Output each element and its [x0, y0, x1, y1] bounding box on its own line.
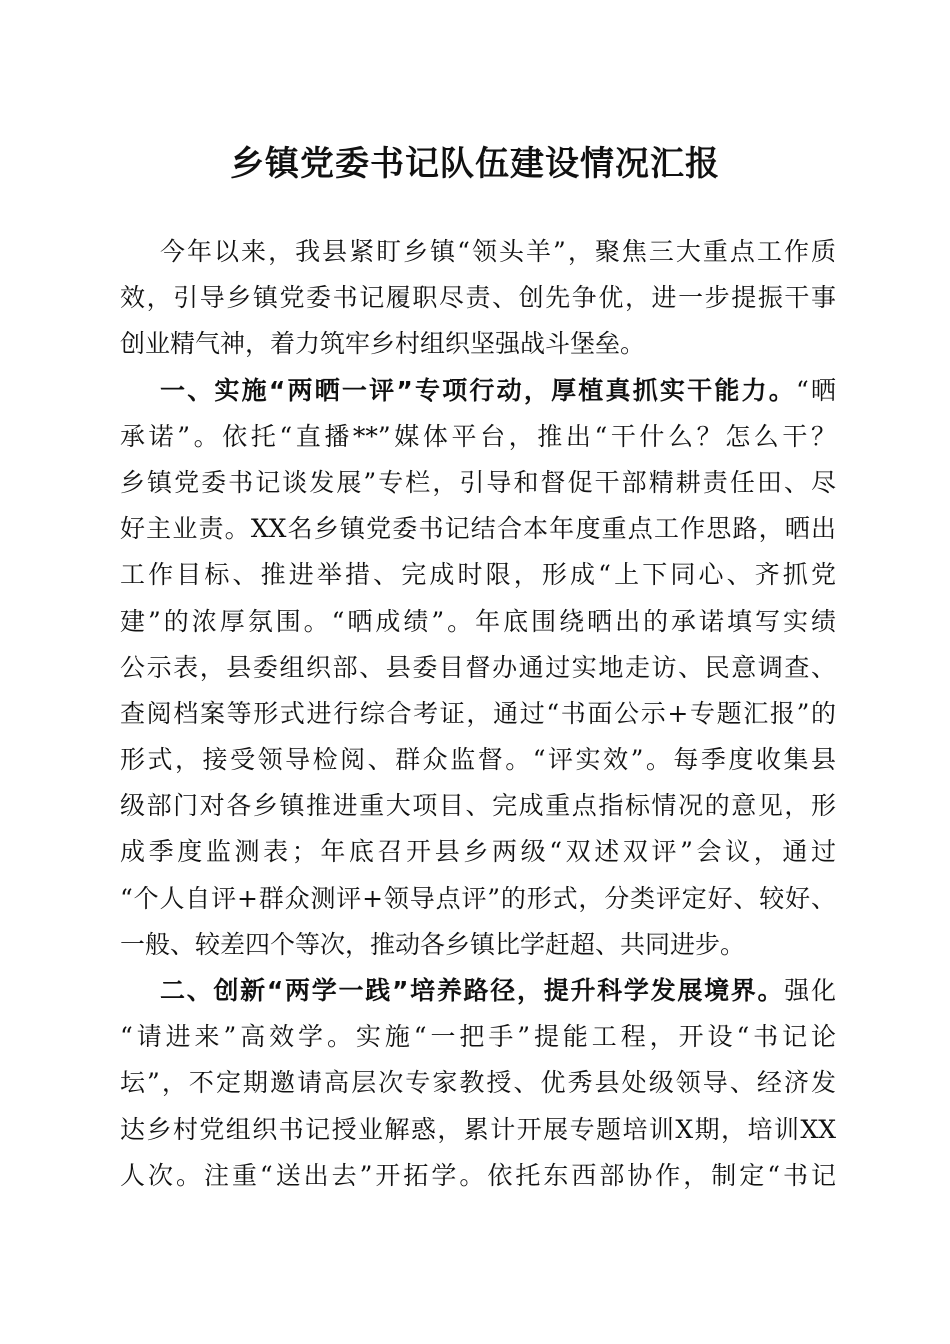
line-text: “请进来”高效学。实施“一把手”提能工程，开设“书记论 — [120, 1022, 836, 1052]
line-text: “个人自评+群众测评+领导点评”的形式，分类评定好、较好、 — [120, 883, 836, 913]
text-line — [120, 275, 836, 321]
text-line — [120, 414, 836, 460]
line-text: 创业精气神，着力筑牢乡村组织坚强战斗堡垒。 — [120, 329, 646, 359]
text-line — [120, 506, 836, 552]
line-text: 好主业责。XX名乡镇党委书记结合本年度重点工作思路，晒出 — [120, 514, 836, 544]
line-text: 一般、较差四个等次，推动各乡镇比学赶超、共同进步。 — [120, 929, 746, 959]
line-text: 承诺”。依托“直播**”媒体平台，推出“干什么？怎么干？ — [120, 421, 836, 451]
line-text: 建”的浓厚氛围。“晒成绩”。年底围绕晒出的承诺填写实绩 — [120, 606, 836, 636]
line-text: 强化 — [784, 976, 836, 1005]
document-body — [120, 229, 836, 1199]
line-text: 效，引导乡镇党委书记履职尽责、创先争优，进一步提振干事 — [120, 283, 836, 313]
text-line — [120, 1107, 836, 1153]
text-line — [120, 599, 836, 645]
line-text: 乡镇党委书记谈发展”专栏，引导和督促干部精耕责任田、尽 — [120, 467, 836, 497]
text-line — [120, 321, 836, 367]
section-heading: 二、创新“两学一践”培养路径，提升科学发展境界。 — [160, 976, 785, 1005]
section-heading: 一、实施“两晒一评”专项行动，厚植真抓实干能力。 — [160, 375, 796, 405]
text-line — [120, 1014, 836, 1060]
line-text: 达乡村党组织书记授业解惑，累计开展专题培训X期，培训XX — [120, 1114, 836, 1144]
document-title: 乡镇党委书记队伍建设情况汇报 — [230, 144, 720, 184]
text-line — [120, 691, 836, 737]
text-line — [120, 1060, 836, 1106]
line-text: 查阅档案等形式进行综合考证，通过“书面公示+专题汇报”的 — [120, 698, 836, 728]
text-line — [120, 368, 836, 414]
text-line — [120, 552, 836, 598]
line-text: 级部门对各乡镇推进重大项目、完成重点指标情况的意见，形 — [120, 791, 836, 821]
text-line — [120, 968, 836, 1014]
text-line — [120, 1153, 836, 1199]
line-text: 公示表，县委组织部、县委目督办通过实地走访、民意调查、 — [120, 652, 836, 682]
line-text: 工作目标、推进举措、完成时限，形成“上下同心、齐抓党 — [120, 560, 836, 590]
text-line — [120, 829, 836, 875]
text-line — [120, 737, 836, 783]
line-text: 形式，接受领导检阅、群众监督。“评实效”。每季度收集县 — [120, 745, 836, 775]
text-line — [120, 645, 836, 691]
text-line — [120, 922, 836, 968]
text-line — [120, 876, 836, 922]
line-text: “晒 — [796, 375, 836, 405]
line-text: 人次。注重“送出去”开拓学。依托东西部协作，制定“书记 — [120, 1160, 836, 1190]
text-line — [120, 783, 836, 829]
line-text: 成季度监测表；年底召开县乡两级“双述双评”会议，通过 — [120, 837, 836, 867]
text-line — [120, 460, 836, 506]
line-text: 坛”，不定期邀请高层次专家教授、优秀县处级领导、经济发 — [120, 1068, 836, 1098]
text-line — [120, 229, 836, 275]
line-text: 今年以来，我县紧盯乡镇“领头羊”，聚焦三大重点工作质 — [160, 237, 836, 266]
